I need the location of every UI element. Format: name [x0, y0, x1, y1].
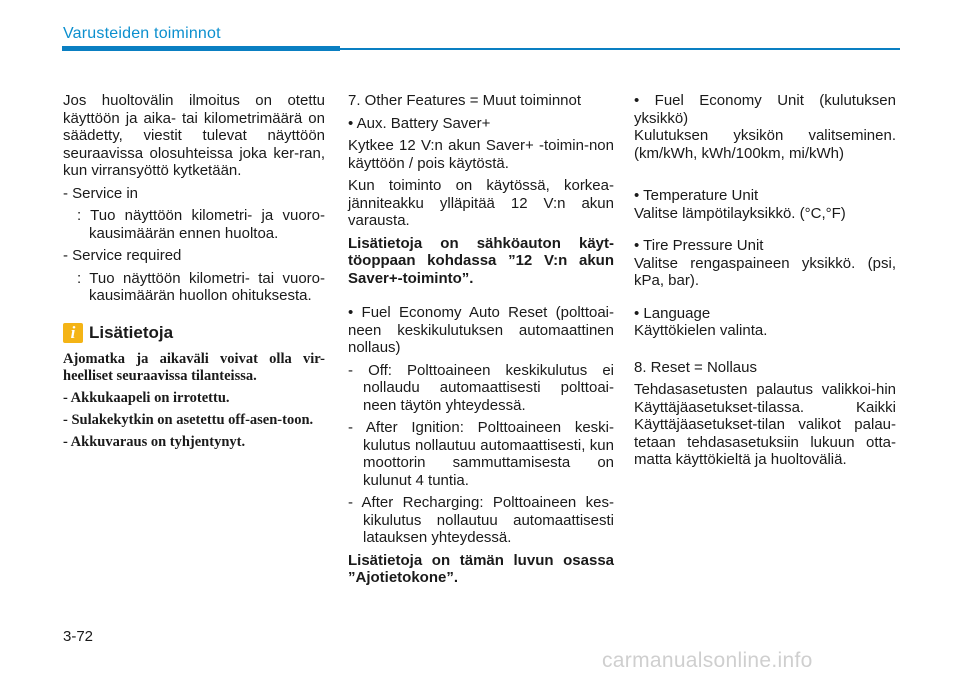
reset-description: Tehdasasetusten palautus valikkoi-hin Käyttäjäasetukset-tilassa. Kaikki Käyttäjäasetukset-tilan valikot palau-tetaan tehdasasetuksiin lukuun otta-matta käyttökieltä ja huoltoväliä.	[634, 381, 896, 468]
aux-battery-paragraph: Kun toiminto on käytössä, korkea-jänniteakku ylläpitää 12 V:n akun varausta.	[348, 177, 614, 229]
header-rule	[340, 48, 900, 50]
info-icon: i	[63, 323, 83, 343]
aux-battery-note: Lisätietoja on sähköauton käyt-töoppaan kohdassa ”12 V:n akun Saver+-toiminto”.	[348, 234, 614, 287]
temperature-unit-description: Valitse lämpötilayksikkö. (°C,°F)	[634, 204, 846, 222]
watermark: carmanualsonline.info	[602, 649, 813, 672]
fuel-unit-title: • Fuel Economy Unit (kulutuksen yksikkö)	[634, 92, 896, 127]
trip-computer-note: Lisätietoja on tämän luvun osassa ”Ajotietokone”.	[348, 551, 614, 586]
info-item: - Sulakekytkin on asetettu off-asen-toon.	[63, 411, 314, 428]
info-intro: Ajomatka ja aikaväli voivat olla vir-heelliset seuraavissa tilanteissa.	[63, 350, 325, 384]
column-3	[634, 92, 896, 474]
language-title: • Language	[634, 304, 711, 322]
language-description: Käyttökielen valinta.	[634, 322, 768, 339]
fuel-reset-option: - Off: Polttoaineen keskikulutus ei nollaudu automaattisesti polttoai-neen täytön yhteydessä.	[348, 361, 614, 414]
intro-paragraph: Jos huoltovälin ilmoitus on otettu käyttöön ja aika- tai kilometrimäärä on säädetty, viestit tulevat näyttöön seuraavissa olosuhteissa joka ker-ran, kun virransyöttö kytketään.	[63, 92, 325, 179]
column-1	[63, 92, 325, 456]
fuel-reset-title: • Fuel Economy Auto Reset (polttoai-neen keskikulutuksen automaattinen nollaus)	[348, 304, 614, 356]
section-heading-other-features: 7. Other Features = Muut toiminnot	[348, 92, 582, 109]
fuel-reset-option: - After Recharging: Polttoaineen kes-kikulutus nollautuu automaattisesti latauksen yhteydessä.	[348, 494, 614, 546]
fuel-reset-option: - After Ignition: Polttoaineen keski-kulutus nollautuu automaattisesti, kun moottorin sammuttamisesta on kulunut 4 tuntia.	[348, 419, 614, 489]
fuel-unit-description: Kulutuksen yksikön valitseminen. (km/kWh, kWh/100km, mi/kWh)	[634, 127, 896, 162]
service-required-label: - Service required	[63, 247, 182, 264]
aux-battery-paragraph: Kytkee 12 V:n akun Saver+ -toimin-non käyttöön / pois käytöstä.	[348, 137, 614, 172]
info-title: Lisätietoja	[89, 322, 174, 342]
service-in-description: : Tuo näyttöön kilometri- ja vuoro-kausimäärän ennen huoltoa.	[77, 207, 325, 242]
service-required-description: : Tuo näyttöön kilometri- tai vuoro-kausimäärän huollon ohituksesta.	[77, 269, 325, 304]
header-accent-bar	[62, 46, 340, 51]
temperature-unit-title: • Temperature Unit	[634, 187, 759, 204]
info-item: - Akkuvaraus on tyhjentynyt.	[63, 433, 246, 450]
service-in-label: - Service in	[63, 184, 139, 202]
tire-pressure-description: Valitse rengaspaineen yksikkö. (psi, kPa, bar).	[634, 254, 896, 289]
aux-battery-title: • Aux. Battery Saver+	[348, 114, 491, 132]
page-number: 3-72	[63, 628, 94, 645]
reset-heading: 8. Reset = Nollaus	[634, 358, 757, 376]
info-heading	[63, 323, 325, 343]
column-2	[348, 92, 614, 592]
section-title: Varusteiden toiminnot	[63, 25, 221, 42]
tire-pressure-title: • Tire Pressure Unit	[634, 237, 764, 254]
info-item: - Akkukaapeli on irrotettu.	[63, 389, 230, 406]
